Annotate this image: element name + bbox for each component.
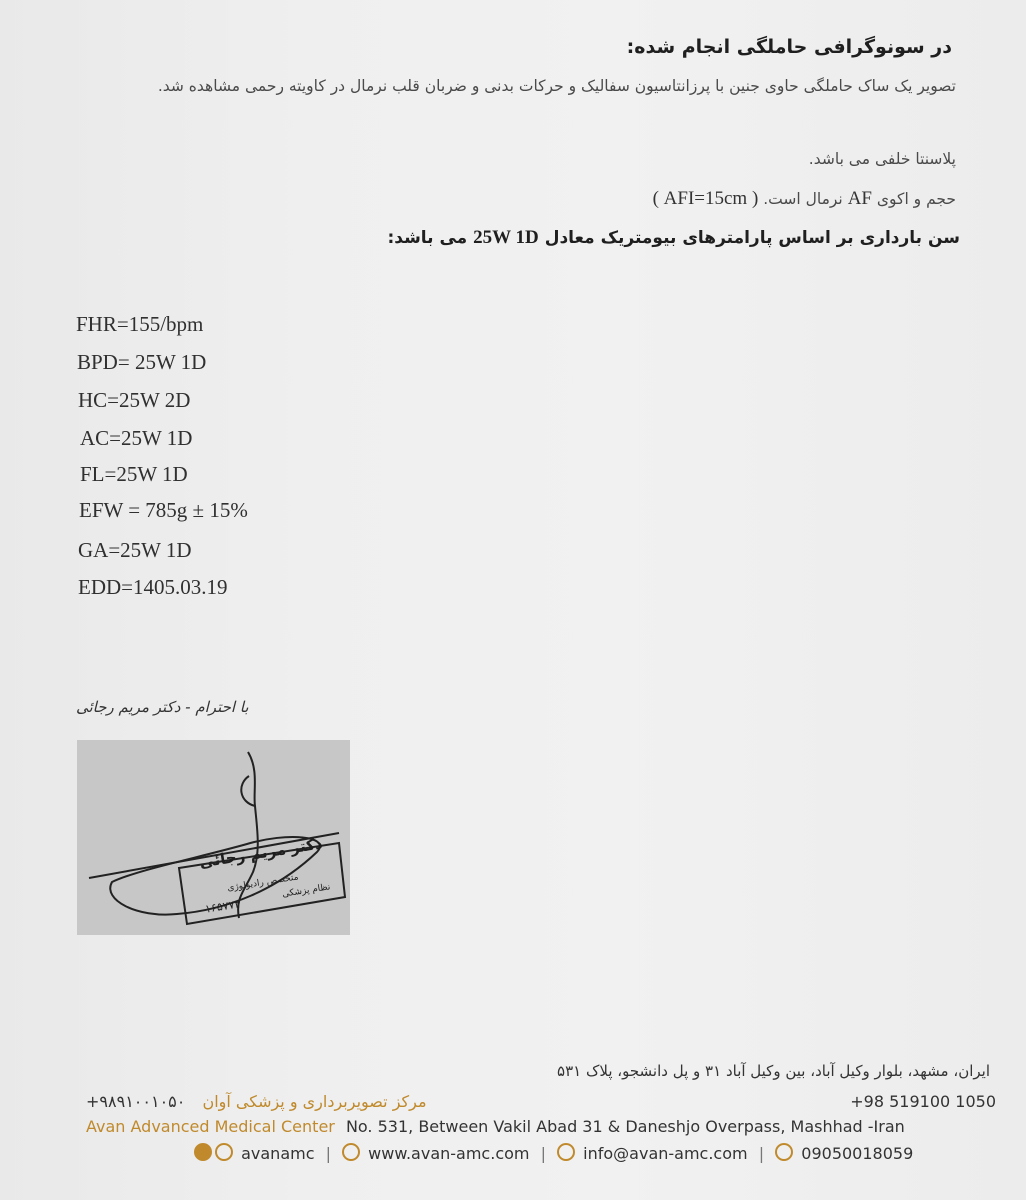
af-suffix: نرمال است. — [763, 190, 843, 208]
report-title: در سونوگرافی حاملگی انجام شده: — [626, 36, 952, 58]
footer-center-en: Avan Advanced Medical Center — [86, 1117, 335, 1136]
email-icon — [557, 1143, 575, 1161]
measurement-bpd: BPD= 25W 1D — [77, 350, 207, 374]
footer-email[interactable]: info@avan-amc.com — [583, 1144, 748, 1163]
measurement-edd: EDD=1405.03.19 — [78, 575, 228, 599]
instagram-icon — [215, 1143, 233, 1161]
signature-stamp-image — [77, 740, 350, 935]
finding-placenta: پلاسنتا خلفی می باشد. — [808, 150, 956, 168]
gestational-age-statement — [360, 224, 960, 252]
measurement-efw: EFW = 785g ± 15% — [79, 498, 248, 522]
measurement-fl: FL=25W 1D — [80, 462, 188, 486]
stamp-name: دکتر مریم رجائی — [198, 834, 324, 872]
footer-phone-fa: +۹۸۹۱۰۰۱۰۵۰ — [86, 1092, 186, 1111]
measurement-hc: HC=25W 2D — [78, 388, 191, 412]
ga-prefix: سن بارداری بر اساس پارامترهای بیومتریک معادل — [544, 228, 960, 248]
whatsapp-icon — [775, 1143, 793, 1161]
footer-english-row — [86, 1117, 905, 1136]
footer-center-fa: مرکز تصویربرداری و پزشکی آوان — [202, 1092, 427, 1111]
telegram-icon — [194, 1143, 212, 1161]
af-prefix: حجم و اکوی — [876, 190, 956, 208]
ga-suffix: می باشد: — [387, 228, 468, 248]
af-term: AF — [847, 188, 872, 209]
stamp-number: ۱۶۵۷۷۴ — [204, 897, 242, 916]
footer-social[interactable]: avanamc — [241, 1144, 315, 1163]
footer-address-fa: ایران، مشهد، بلوار وکیل آباد، بین وکیل آباد ۳۱ و پل دانشجو، پلاک ۵۳۱ — [557, 1062, 990, 1080]
globe-icon — [342, 1143, 360, 1161]
footer-center-row — [86, 1092, 996, 1111]
measurement-fhr: FHR=155/bpm — [76, 312, 204, 336]
footer-whatsapp[interactable]: 09050018059 — [801, 1144, 914, 1163]
footer-website[interactable]: www.avan-amc.com — [368, 1144, 530, 1163]
measurement-ga: GA=25W 1D — [78, 538, 192, 562]
finding-af — [653, 188, 956, 210]
stamp-council: نظام پزشکی — [281, 882, 332, 900]
afi-value: ( AFI=15cm ) — [652, 188, 759, 209]
stamp-specialty: متخصص رادیولوژی — [226, 872, 300, 894]
closing-signature-text: با احترام - دکتر مریم رجائی — [76, 698, 249, 716]
footer-contacts-row: avanamc | www.avan-amc.com | info@avan-amc.com | 09050018059 — [194, 1143, 913, 1163]
measurement-ac: AC=25W 1D — [80, 426, 193, 450]
finding-sac: تصویر یک ساک حاملگی حاوی جنین با پرزانتاسیون سفالیک و حرکات بدنی و ضربان قلب نرمال در کاویته رحمی مشاهده شد. — [157, 77, 956, 95]
footer-address-en: No. 531, Between Vakil Abad 31 & Daneshjo Overpass, Mashhad -Iran — [345, 1117, 905, 1136]
ga-value: 25W 1D — [473, 227, 539, 248]
footer-phone-en: +98 519100 1050 — [850, 1092, 996, 1111]
